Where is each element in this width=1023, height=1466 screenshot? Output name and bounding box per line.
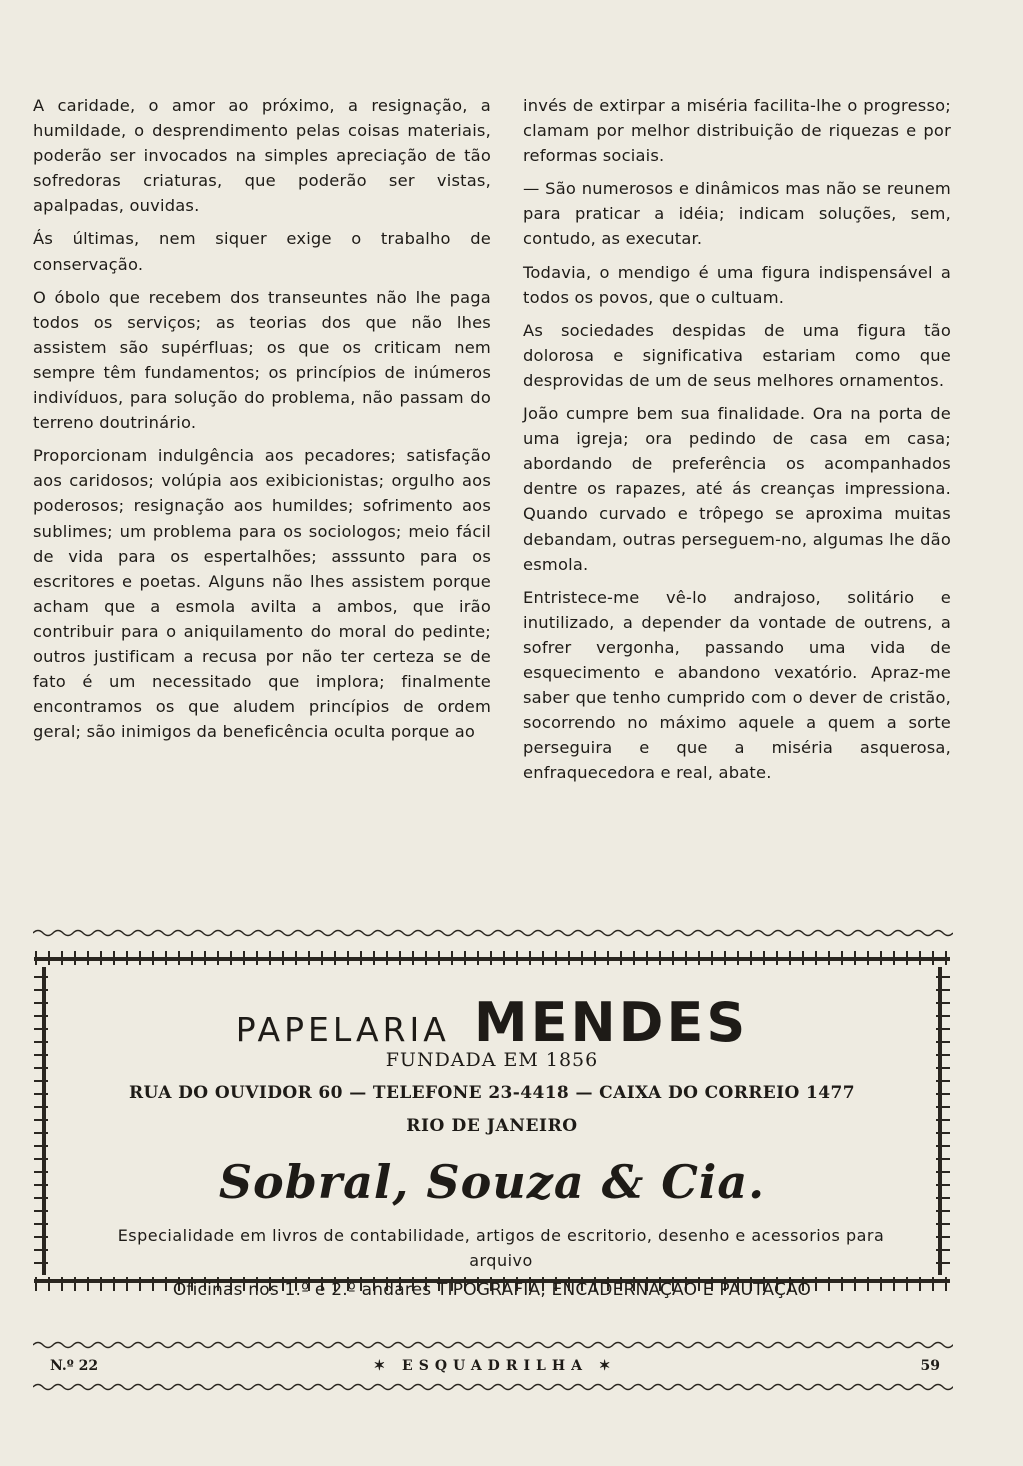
paragraph: A caridade, o amor ao próximo, a resignação, a humildade, o desprendimento pelas coisas materiais, poderão ser invocados na simples apreciação de tão sofredoras criaturas, que poderão ser vistas, apalpadas, ouvidas.: [33, 96, 491, 216]
company-name: Sobral, Souza & Cia.: [218, 1155, 766, 1209]
workshops-line: Oficinas nos 1.º e 2.º andares TIPOGRAFIA, ENCADERNAÇÃO E PAUTAÇÃO: [172, 1280, 812, 1300]
paragraph: Entristece-me vê-lo andrajoso, solitário e inutilizado, a depender da vontade de outrens, a sofrer vergonha, passando uma vida de esquecimento e abandono vexatório. Apraz-me saber que tenho cumprido com o dever de cristão, socorrendo no máximo aquele a quem a sorte perseguira e que a miséria asquerosa, enfraquecedora e real, abate.: [523, 587, 951, 783]
paragraph: As sociedades despidas de uma figura tão dolorosa e significativa estariam como que desprovidas de um de seus melhores ornamentos.: [523, 320, 951, 390]
wavy-divider: [33, 1340, 953, 1350]
wavy-divider: [33, 928, 953, 938]
founded-line: FUNDADA EM 1856: [385, 1049, 599, 1071]
paragraph: invés de extirpar a miséria facilita-lhe o progresso; clamam por melhor distribuição de riquezas e por reformas sociais.: [523, 96, 951, 166]
paragraph: Todavia, o mendigo é uma figura indispensável a todos os povos, que o cultuam.: [523, 262, 951, 307]
issue-number: N.º 22: [50, 1358, 99, 1374]
address-line: RUA DO OUVIDOR 60 — TELEFONE 23-4418 — CAIXA DO CORREIO 1477: [129, 1083, 855, 1103]
page-number: 59: [920, 1358, 940, 1374]
wavy-divider: [33, 1382, 953, 1392]
paragraph: O óbolo que recebem dos transeuntes não lhe paga todos os serviços; as teorias dos que não lhes assistem são supérfluas; os que os criticam nem sempre têm fundamentos; os princípios de inúmeros indivíduos, para solução do problema, não passam do terreno doutrinário.: [33, 287, 491, 433]
paragraph: — São numerosos e dinâmicos mas não se reunem para praticar a idéia; indicam soluções, sem, contudo, as executar.: [523, 179, 951, 249]
papelaria-label: PAPELARIA: [235, 1010, 450, 1049]
store-name: [30, 991, 954, 1054]
specialty-text: Especialidade em livros de contabilidade, artigos de escritorio, desenho e acessorios para arquivo: [117, 1226, 885, 1270]
paragraph: Proporcionam indulgência aos pecadores; satisfação aos caridosos; volúpia aos exibicionistas; orgulho aos poderosos; resignação aos humildes; sofrimento aos sublimes; um problema para os sociologos; meio fácil de vida para os espertalhões; asssunto para os escritores e poetas. Alguns não lhes assistem porque acham que a esmola avilta a ambos, que irão contribuir para o aniquilamento do moral do pedinte; outros justificam a recusa por não ter certeza se de fato é um necessitado que implora; finalmente encontramos os que aludem princípios de ordem geral; são inimigos da beneficência oculta porque ao: [33, 446, 491, 742]
city-line: RIO DE JANEIRO: [406, 1116, 578, 1136]
page-footer: [50, 1358, 940, 1380]
right-column: [523, 93, 951, 793]
magazine-title: ✶ ESQUADRILHA ✶: [373, 1358, 617, 1374]
paragraph: João cumpre bem sua finalidade. Ora na porta de uma igreja; ora pedindo de casa em casa; abordando de preferência os acompanhados dentre os rapazes, até ás creanças impressiona. Quando curvado e trôpego se aproxima muitas debandam, outras perseguem-no, algumas lhe dão esmola.: [523, 404, 951, 574]
paragraph: Ás últimas, nem siquer exige o trabalho de conservação.: [33, 229, 491, 274]
left-column: [33, 93, 491, 752]
mendes-label: MENDES: [473, 991, 749, 1054]
advertisement-box: [30, 945, 954, 1300]
